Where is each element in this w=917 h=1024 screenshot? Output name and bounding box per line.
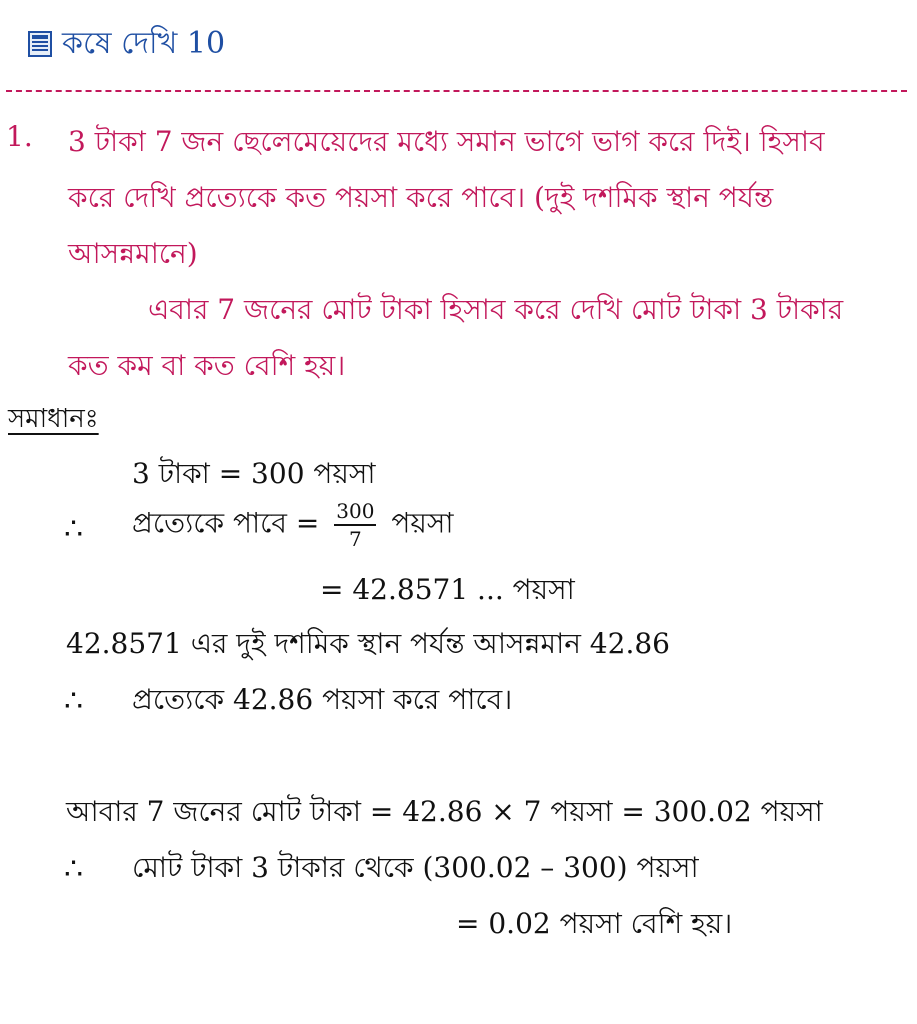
therefore-symbol: ∴ xyxy=(64,852,84,887)
line2-prefix: প্রত্যেকে পাবে = xyxy=(132,506,320,540)
question-line: 3 টাকা 7 জন ছেলেমেয়েদের মধ্যে সমান ভাগে ভাগ করে দিই। হিসাব xyxy=(68,125,825,158)
fraction-denominator: 7 xyxy=(348,527,362,551)
document-icon xyxy=(28,31,52,57)
solution-line-8: = 0.02 পয়সা বেশি হয়। xyxy=(456,907,733,940)
fraction xyxy=(334,500,376,550)
solution-line-5: প্রত্যেকে 42.86 পয়সা করে পাবে। xyxy=(132,683,513,716)
solution-line-7: মোট টাকা 3 টাকার থেকে (300.02 – 300) পয়সা xyxy=(132,851,699,884)
question-number: 1. xyxy=(6,120,33,153)
solution-line-3: = 42.8571 ... পয়সা xyxy=(320,573,575,606)
question-line: করে দেখি প্রত্যেকে কত পয়সা করে পাবে। (দুই দশমিক স্থান পর্যন্ত xyxy=(68,181,774,214)
therefore-symbol: ∴ xyxy=(64,684,84,719)
question-line: এবার 7 জনের মোট টাকা হিসাব করে দেখি মোট টাকা 3 টাকার xyxy=(148,293,844,326)
solution-line-2 xyxy=(132,500,453,550)
question-line: আসন্নমানে) xyxy=(68,237,198,270)
question-line: কত কম বা কত বেশি হয়। xyxy=(68,349,346,382)
exercise-header xyxy=(28,24,225,64)
solution-line-6: আবার 7 জনের মোট টাকা = 42.86 × 7 পয়সা = 300.02 পয়সা xyxy=(66,795,823,828)
solution-line-4: 42.8571 এর দুই দশমিক স্থান পর্যন্ত আসন্নমান 42.86 xyxy=(66,627,670,660)
fraction-numerator: 300 xyxy=(334,500,376,526)
line2-suffix: পয়সা xyxy=(391,506,454,540)
dashed-divider xyxy=(6,90,907,92)
solution-heading: সমাধানঃ xyxy=(8,404,99,434)
exercise-title: কষে দেখি 10 xyxy=(62,25,226,61)
therefore-symbol: ∴ xyxy=(64,512,84,547)
solution-line-1: 3 টাকা = 300 পয়সা xyxy=(132,457,376,490)
